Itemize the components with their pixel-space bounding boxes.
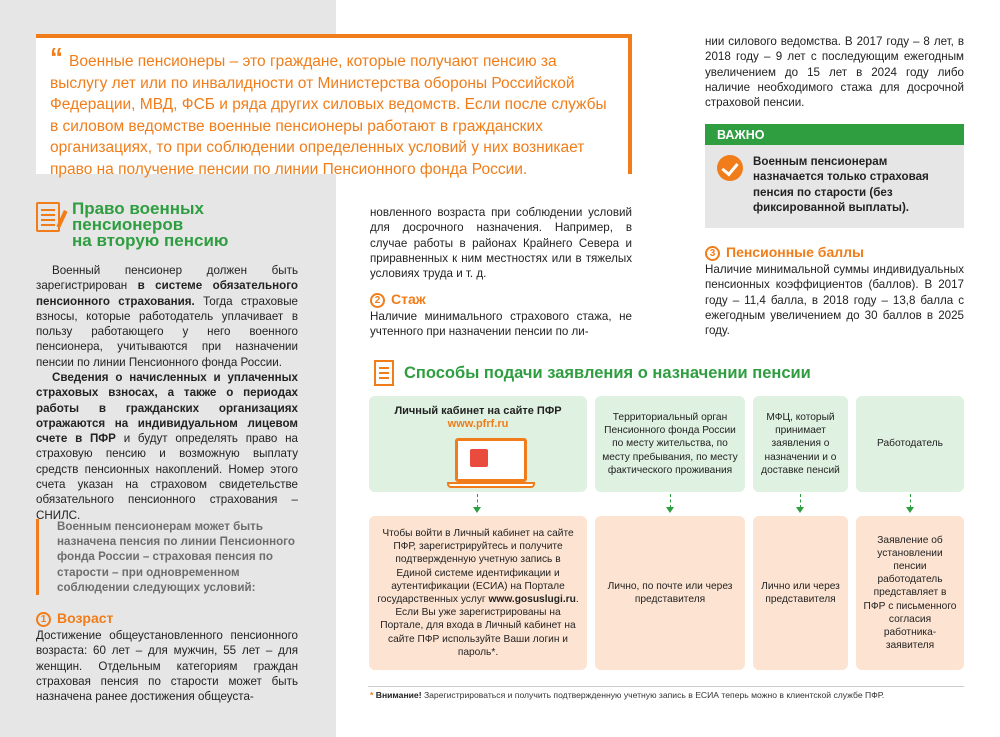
gosuslugi-link[interactable]: www.gosuslugi.ru (488, 594, 576, 605)
paragraph-personal-account (36, 370, 298, 523)
method-mfc-text: МФЦ, который принимает заявления о назначении и о доставке пенсий (761, 411, 840, 476)
important-heading: ВАЖНО (705, 124, 964, 145)
condition-points-title (705, 244, 864, 261)
method-employer-text: Работодатель (877, 438, 943, 450)
text: . Если Вы уже зарегистрированы на Портале, для входа в Личный кабинет на сайте ПФР используйте Ваши логин и пароль*. (380, 594, 579, 658)
conditions-note: Военным пенсионерам может быть назначена пенсия по линии Пенсионного фонда России – страховая пенсия по старости – при одновременном соблюдении следующих условий: (36, 519, 298, 595)
document-pen-icon (36, 202, 60, 232)
important-body (705, 145, 964, 215)
text: Военный пенсионер должен быть зарегистрирован (36, 264, 298, 293)
condition-title-text: Возраст (57, 610, 114, 626)
mfc-method-text: Лично или через представителя (761, 580, 840, 605)
pfrf-link[interactable]: www.pfrf.ru (447, 418, 509, 431)
connector-line (670, 494, 671, 508)
paragraph-registration (36, 263, 298, 370)
laptop-base (447, 482, 535, 488)
application-form-icon (374, 360, 394, 386)
condition-points-text: Наличие минимальной суммы индивидуальных пенсионных коэффициентов (баллов). В 2017 году – 11,4 балла, в 2018 году – 13,8 балла с ежегодным увеличением до 30 баллов в 2025 году. (705, 263, 964, 338)
personal-account-instructions-box (369, 516, 587, 670)
section-title-line: на вторую пенсию (72, 231, 229, 250)
pfr-office-method-text: Лично, по почте или через представителя (607, 580, 733, 605)
section-title-second-pension (72, 201, 228, 249)
quote-text: Военные пенсионеры – это граждане, которые получают пенсию за выслугу лет или по инвалидности от Министерства обороны Российской Федерации, МВД, ФСБ и ряда других силовых ведомств. Если после службы в силовом ведомстве военные пенсионеры работают в гражданских организациях, то при соблюдении определенных условий у них возникает право на получение пенсии по линии Пенсионного фонда России. (50, 53, 607, 178)
arrow-down-icon (796, 507, 804, 513)
method-pfr-office-box (595, 396, 745, 492)
footnote-bold: Внимание! (375, 690, 422, 700)
text-bold: в системе обязательного пенсионного страхования. (36, 279, 298, 308)
continued-text-top-right: нии силового ведомства. В 2017 году – 8 лет, в 2018 году – 9 лет с последующим ежегодным увеличением до 15 лет в 2024 году либо наличие необходимого стажа для досрочной страховой пенсии. (705, 35, 964, 110)
number-badge: 3 (705, 246, 720, 261)
divider (368, 686, 964, 687)
pfr-logo-icon (470, 449, 488, 467)
quote-icon: “ (50, 42, 63, 72)
important-text: Военным пенсионерам назначается только страховая пенсия по старости (без фиксированной выплаты). (753, 155, 929, 214)
arrow-down-icon (473, 507, 481, 513)
condition-stazh-text: Наличие минимального страхового стажа, не учтенного при назначении пенсии по ли- (370, 310, 632, 339)
method-pfr-office-text: Территориальный орган Пенсионного фонда России по месту жительства, по месту пребывания, по месту фактического проживания (602, 411, 738, 476)
number-badge: 1 (36, 612, 51, 627)
laptop-screen (455, 438, 527, 482)
check-icon (717, 155, 743, 181)
mfc-method-box (753, 516, 848, 670)
personal-account-instructions (377, 527, 579, 659)
connector-line (477, 494, 478, 508)
text: и будут определять право на страховую пенсию и возможную выплату средств пенсионных накоплений. Номер этого счета указан на страховом свидетельстве обязательного пенсионного страхования – СНИЛС. (36, 432, 298, 522)
text-bold: Сведения о начисленных и уплаченных страховых взносах, а также о периодах работы в гражданских организациях отражаются на индивидуальном лицевом счете в ПФР (36, 371, 298, 446)
footnote (370, 690, 884, 700)
arrow-down-icon (666, 507, 674, 513)
condition-title-text: Стаж (391, 291, 426, 307)
laptop-icon (447, 438, 535, 488)
ways-title: Способы подачи заявления о назначении пенсии (404, 364, 811, 382)
condition-age-title (36, 610, 113, 627)
method-personal-account-title: Личный кабинет на сайте ПФР (394, 405, 562, 417)
intro-quote-box (36, 34, 632, 178)
number-badge: 2 (370, 293, 385, 308)
intro-quote (50, 42, 614, 180)
method-employer-box (856, 396, 964, 492)
footnote-star: * (370, 690, 374, 700)
continued-text-middle: новленного возраста при соблюдении условий для досрочного назначения. Например, в случае работы в районах Крайнего Севера и приравненных к ним местностях или в тяжелых условиях труда и т. д. (370, 206, 632, 281)
employer-method-text: Заявление об установлении пенсии работодатель представляет в ПФР с письменного согласия работника-заявителя (863, 534, 957, 652)
arrow-down-icon (906, 507, 914, 513)
section-title-line: пенсионеров (72, 215, 184, 234)
pfr-office-method-box (595, 516, 745, 670)
method-mfc-box (753, 396, 848, 492)
condition-age-text: Достижение общеустановленного пенсионного возраста: 60 лет – для мужчин, 55 лет – для женщин. Отдельным категориям граждан страховая пенсия по старости может быть назначена ранее достижения общеуста- (36, 629, 298, 704)
footnote-text: Зарегистрироваться и получить подтвержденную учетную запись в ЕСИА теперь можно в клиентской службе ПФР. (421, 690, 885, 700)
text: Чтобы войти в Личный кабинет на сайте ПФР, зарегистрируйтесь и получите подтвержденную учетную запись в Единой системе идентификации и аутентификации (ЕСИА) на Портале государственных услуг (377, 527, 574, 605)
important-box (705, 124, 964, 228)
condition-title-text: Пенсионные баллы (726, 244, 864, 260)
connector-line (800, 494, 801, 508)
employer-method-box (856, 516, 964, 670)
condition-stazh-title (370, 291, 426, 308)
connector-line (910, 494, 911, 508)
text: Тогда страховые взносы, которые работодатель уплачивает в пользу работающего у него военного пенсионера, учитываются при назначении пенсии по линии Пенсионного фонда России. (36, 294, 298, 369)
section-title-line: Право военных (72, 199, 204, 218)
